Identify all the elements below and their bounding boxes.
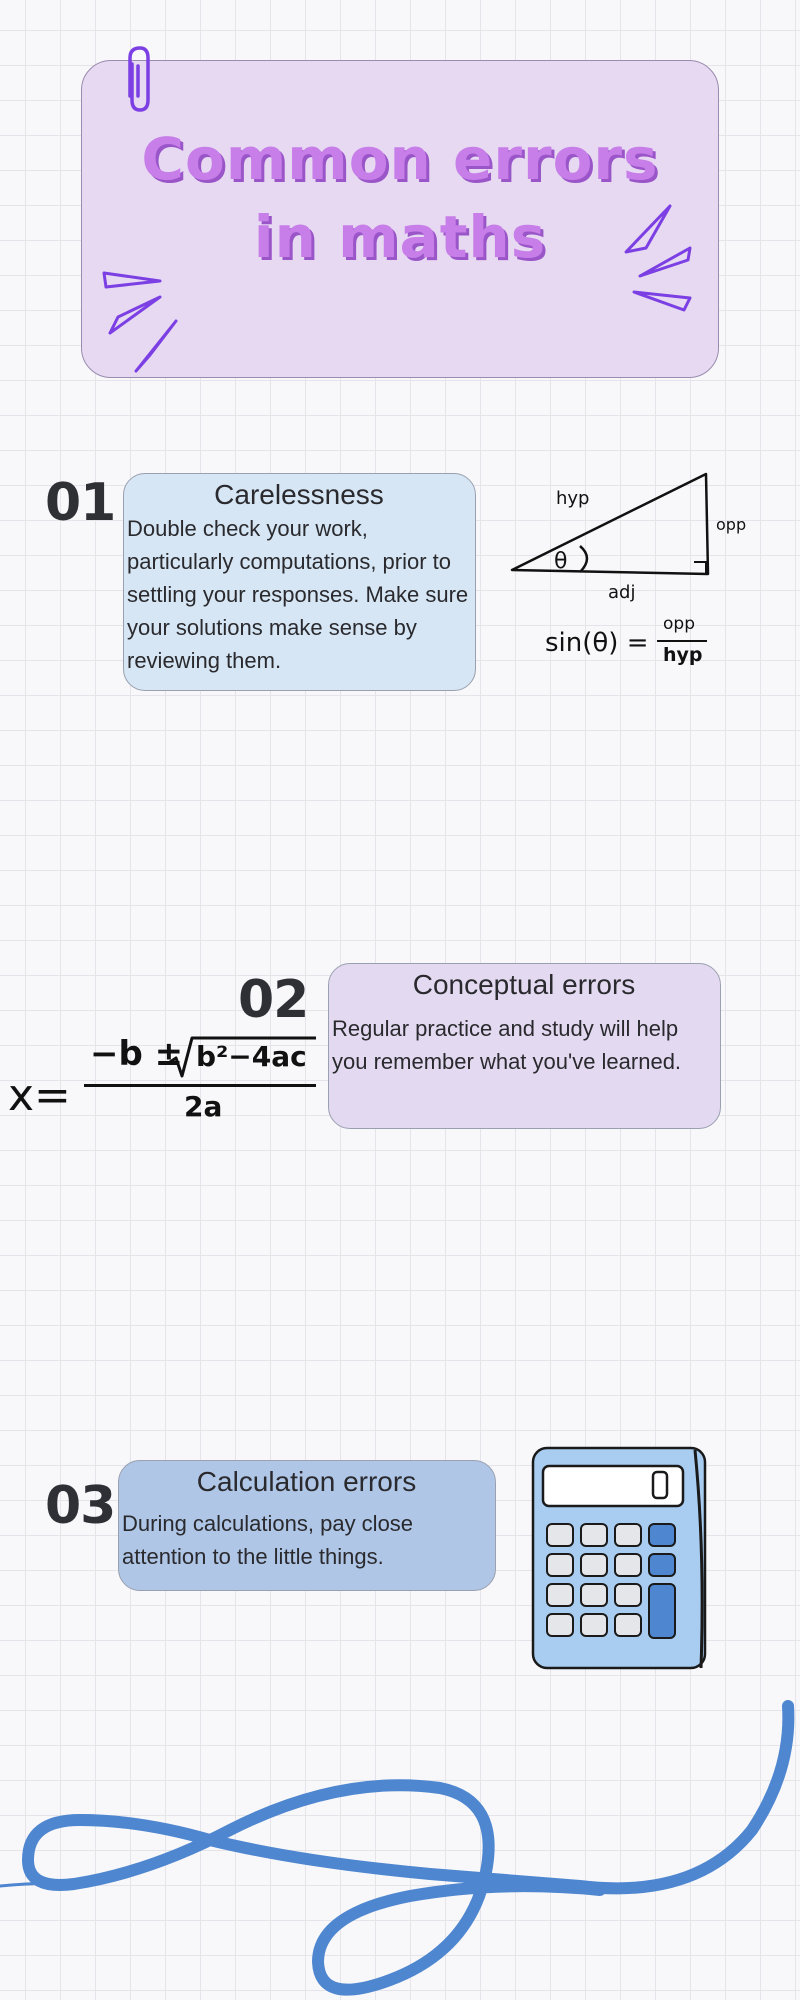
angle-label: θ (554, 549, 568, 574)
card-body: Double check your work, particularly computations, prior to settling your responses. Make sure your solutions make sense by reviewing them. (127, 516, 469, 673)
card-title: Calculation errors (196, 1466, 417, 1497)
opp-label: opp (716, 515, 747, 534)
card-body: Regular practice and study will help you remember what you've learned. (332, 1016, 682, 1074)
formula-lhs: x= (8, 1070, 71, 1121)
carelessness-card (123, 473, 476, 691)
quadratic-formula (8, 1032, 316, 1132)
formula-denominator: 2a (184, 1090, 223, 1123)
section-number: 02 (238, 970, 309, 1030)
burst-lines-icon (98, 265, 188, 377)
sine-formula (545, 614, 735, 678)
triangle-diagram (500, 470, 760, 610)
section-number: 01 (45, 473, 116, 533)
calculation-errors-card (118, 1460, 496, 1591)
conceptual-errors-card (328, 963, 721, 1129)
card-title: Carelessness (214, 479, 384, 510)
formula-numerator-prefix: −b ± (90, 1034, 184, 1074)
adj-label: adj (608, 582, 636, 603)
paperclip-icon (118, 44, 162, 116)
card-body: During calculations, pay close attention to the little things. (122, 1511, 414, 1569)
section-number: 03 (45, 1476, 116, 1536)
burst-lines-icon (618, 200, 698, 315)
formula-numerator: opp (663, 614, 695, 634)
formula-left: sin(θ) = (545, 628, 649, 658)
hyp-label: hyp (556, 488, 590, 509)
calculator-icon (525, 1442, 715, 1674)
formula-radicand: b²−4ac (196, 1040, 307, 1073)
card-title: Conceptual errors (412, 969, 636, 1000)
formula-denominator: hyp (663, 644, 703, 666)
fraction-bar (657, 640, 707, 642)
page-title: Common errors in maths (141, 125, 659, 271)
fraction-bar (84, 1084, 316, 1087)
swirl-decoration (0, 1700, 800, 2000)
